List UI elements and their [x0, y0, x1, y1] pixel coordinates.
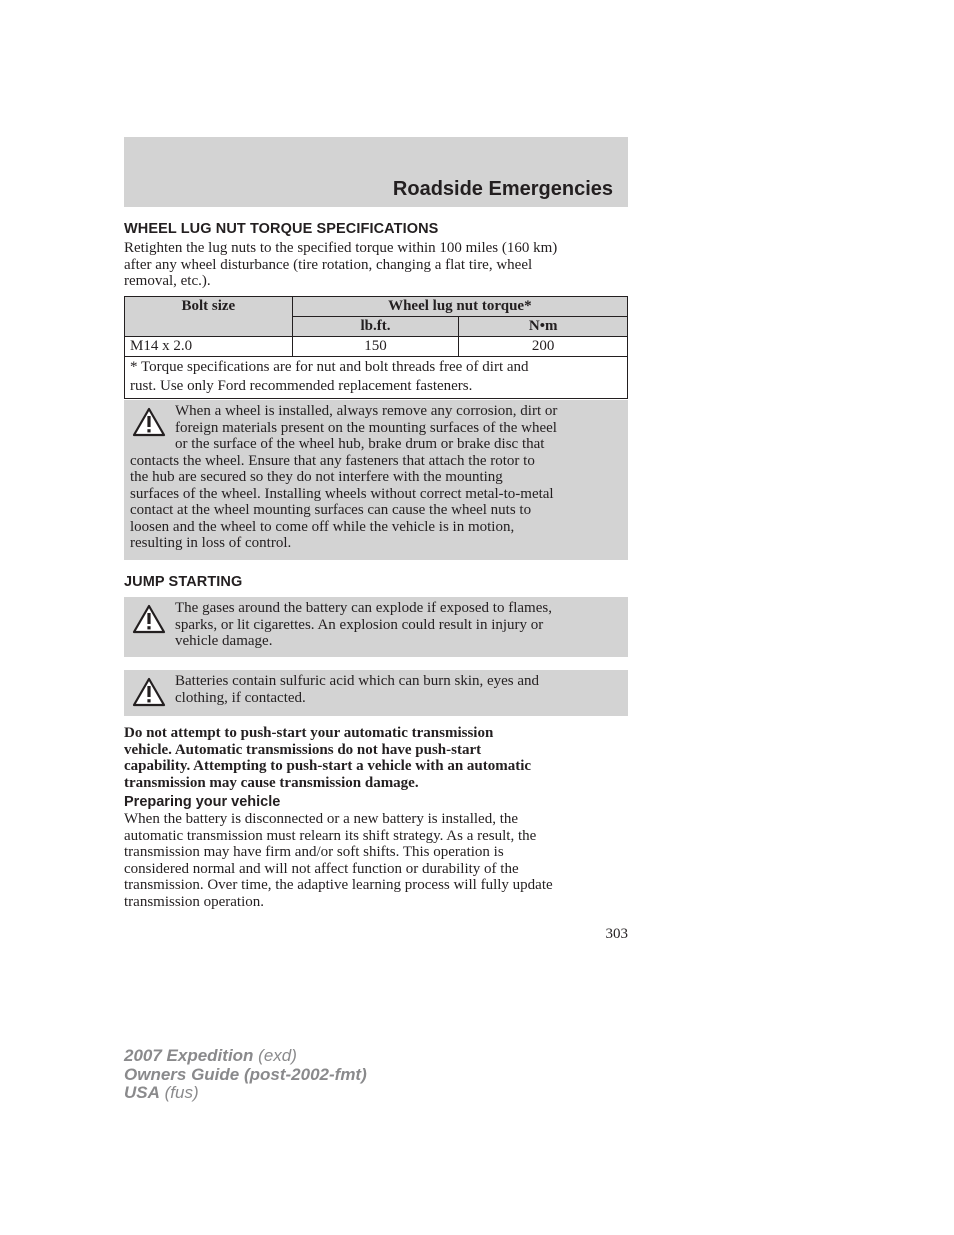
wheel-install-warning — [124, 400, 628, 560]
column-header-bolt-size: Bolt size — [125, 297, 293, 337]
text-line: When a wheel is installed, always remove any corrosion, dirt or — [175, 403, 558, 419]
text-line: vehicle. Automatic transmissions do not have push-start — [124, 741, 482, 758]
battery-acid-warning — [124, 670, 628, 716]
subheader-nm: N•m — [459, 317, 628, 337]
text-line: capability. Attempting to push-start a vehicle with an automatic — [124, 758, 532, 774]
text-line: contacts the wheel. Ensure that any fasteners that attach the rotor to — [130, 452, 535, 469]
text-line: the hub are secured so they do not interfere with the mounting — [130, 469, 503, 485]
text-line: foreign materials present on the mounting surfaces of the wheel — [175, 419, 557, 436]
text-line: transmission operation. — [124, 893, 264, 910]
text-line: surfaces of the wheel. Installing wheels without correct metal-to-metal — [130, 485, 554, 502]
text-line: after any wheel disturbance (tire rotation, changing a flat tire, wheel — [124, 256, 533, 273]
text-line: vehicle damage. — [175, 633, 273, 649]
footer-line-market — [124, 1084, 367, 1103]
text-line: The gases around the battery can explode if exposed to flames, — [175, 600, 552, 616]
text-line: transmission. Over time, the adaptive learning process will fully update — [124, 877, 553, 893]
text-line: Batteries contain sulfuric acid which can burn skin, eyes and — [175, 673, 540, 689]
footer-model-code: (exd) — [253, 1046, 297, 1065]
cell-nm: 200 — [459, 337, 628, 357]
footer-market-code: (fus) — [159, 1083, 199, 1102]
table-footnote — [125, 357, 628, 399]
subheader-lbft: lb.ft. — [292, 317, 459, 337]
lug-nut-heading: WHEEL LUG NUT TORQUE SPECIFICATIONS — [124, 221, 439, 237]
table-row — [125, 337, 628, 357]
footer-market: USA — [124, 1083, 160, 1102]
preparing-vehicle-heading: Preparing your vehicle — [124, 794, 281, 810]
footer-guide: Owners Guide (post-2002-fmt) — [124, 1064, 367, 1084]
text-line: removal, etc.). — [124, 273, 211, 289]
section-title: Roadside Emergencies — [392, 178, 613, 200]
text-line: Do not attempt to push-start your automatic transmission — [124, 725, 494, 741]
text-line: or the surface of the wheel hub, brake drum or brake disc that — [175, 436, 545, 452]
cell-bolt-size: M14 x 2.0 — [125, 337, 293, 357]
text-line: loosen and the wheel to come off while the vehicle is in motion, — [130, 518, 515, 535]
document-footer — [124, 1047, 367, 1103]
text-line: transmission may have firm and/or soft shifts. This operation is — [124, 844, 504, 860]
text-line: When the battery is disconnected or a new battery is installed, the — [124, 811, 519, 827]
push-start-caution — [124, 725, 628, 791]
warning-triangle-icon — [132, 677, 166, 707]
text-line: contact at the wheel mounting surfaces can cause the wheel nuts to — [130, 502, 532, 518]
preparing-vehicle-paragraph — [124, 811, 628, 910]
footer-model: 2007 Expedition — [124, 1046, 254, 1065]
page-number: 303 — [605, 926, 628, 942]
footer-line-model — [124, 1047, 367, 1066]
warning-triangle-icon — [132, 407, 166, 437]
warning-triangle-icon — [132, 604, 166, 634]
torque-spec-table — [124, 296, 628, 399]
text-line: Retighten the lug nuts to the specified torque within 100 miles (160 km) — [124, 240, 558, 256]
cell-lbft: 150 — [292, 337, 459, 357]
section-header-band — [124, 137, 628, 207]
text-line: automatic transmission must relearn its shift strategy. As a result, the — [124, 827, 537, 844]
footer-line-guide — [124, 1066, 367, 1085]
text-line: rust. Use only Ford recommended replacement fasteners. — [130, 378, 473, 394]
battery-gas-warning — [124, 597, 628, 657]
text-line: * Torque specifications are for nut and bolt threads free of dirt and — [130, 359, 529, 375]
text-line: clothing, if contacted. — [175, 689, 306, 706]
retighten-paragraph — [124, 240, 628, 290]
text-line: resulting in loss of control. — [130, 535, 292, 551]
text-line: considered normal and will not affect function or durability of the — [124, 860, 519, 877]
text-line: sparks, or lit cigarettes. An explosion could result in injury or — [175, 616, 544, 633]
text-line: transmission may cause transmission damage. — [124, 774, 419, 791]
column-header-lug-nut-torque: Wheel lug nut torque* — [292, 297, 627, 317]
jump-starting-heading: JUMP STARTING — [124, 574, 243, 590]
